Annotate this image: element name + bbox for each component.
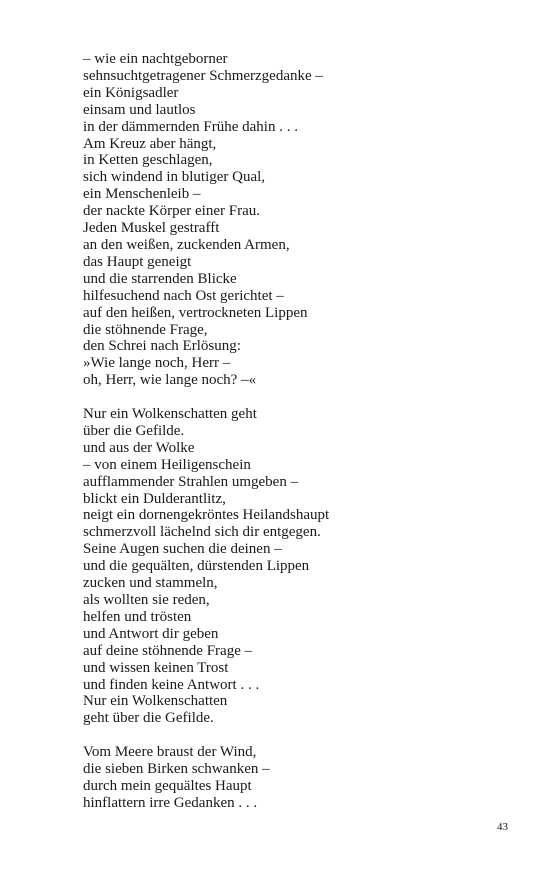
poem-line: blickt ein Dulderantlitz,: [83, 490, 226, 507]
poem-line: Nur ein Wolkenschatten geht: [83, 406, 257, 423]
poem-line: die sieben Birken schwanken –: [83, 761, 270, 778]
poem-line: an den weißen, zuckenden Armen,: [83, 236, 290, 253]
poem-line: – wie ein nachtgeborner: [83, 51, 228, 67]
poem-line: hilfesuchend nach Ost gerichtet –: [83, 287, 284, 304]
poem-line: und Antwort dir geben: [83, 625, 219, 642]
stanza-3: [83, 744, 523, 812]
poem-line: Vom Meere braust der Wind,: [83, 744, 257, 761]
poem-line: – von einem Heiligenschein: [83, 456, 251, 473]
page-number: 43: [497, 821, 508, 833]
poem-line: Am Kreuz aber hängt,: [83, 135, 217, 152]
poem-line: in der dämmernden Frühe dahin . . .: [83, 118, 298, 135]
poem-line: Jeden Muskel gestrafft: [83, 220, 220, 237]
poem-line: »Wie lange noch, Herr –: [83, 355, 231, 372]
poem-line: geht über die Gefilde.: [83, 710, 214, 727]
poem-line: Nur ein Wolkenschatten: [83, 693, 228, 710]
poem-line: ein Menschenleib –: [83, 186, 201, 203]
poem-line: auf deine stöhnende Frage –: [83, 642, 253, 659]
poem-line: als wollten sie reden,: [83, 591, 210, 608]
poem-line: auf den heißen, vertrockneten Lippen: [83, 304, 308, 321]
poem-line: und aus der Wolke: [83, 439, 195, 456]
poem-line: hinflattern irre Gedanken . . .: [83, 794, 258, 811]
poem-line: zucken und stammeln,: [83, 575, 218, 592]
poem-line: sehnsuchtgetragener Schmerzgedanke –: [83, 67, 323, 84]
poem-line: sich windend in blutiger Qual,: [83, 169, 266, 186]
poem-line: der nackte Körper einer Frau.: [83, 203, 260, 220]
poem-text: [83, 51, 523, 812]
poem-line: helfen und trösten: [83, 608, 192, 625]
poem-line: und die starrenden Blicke: [83, 270, 237, 287]
poem-line: Seine Augen suchen die deinen –: [83, 541, 282, 558]
poem-line: das Haupt geneigt: [83, 253, 192, 270]
poem-line: oh, Herr, wie lange noch? –«: [83, 372, 257, 389]
poem-line: über die Gefilde.: [83, 422, 185, 439]
poem-line: in Ketten geschlagen,: [83, 152, 213, 169]
poem-line: schmerzvoll lächelnd sich dir entgegen.: [83, 524, 321, 541]
poem-line: den Schrei nach Erlösung:: [83, 338, 241, 355]
poem-line: und wissen keinen Trost: [83, 659, 229, 676]
poem-line: einsam und lautlos: [83, 101, 196, 118]
stanza-2: [83, 406, 523, 727]
poem-line: die stöhnende Frage,: [83, 321, 208, 338]
poem-line: aufflammender Strahlen umgeben –: [83, 473, 299, 490]
poem-line: und die gequälten, dürstenden Lippen: [83, 558, 310, 575]
poem-line: neigt ein dornengekröntes Heilandshaupt: [83, 507, 330, 524]
poem-line: und finden keine Antwort . . .: [83, 676, 260, 693]
stanza-1: [83, 51, 523, 389]
poem-line: ein Königsadler: [83, 84, 179, 101]
poem-line: durch mein gequältes Haupt: [83, 777, 252, 794]
